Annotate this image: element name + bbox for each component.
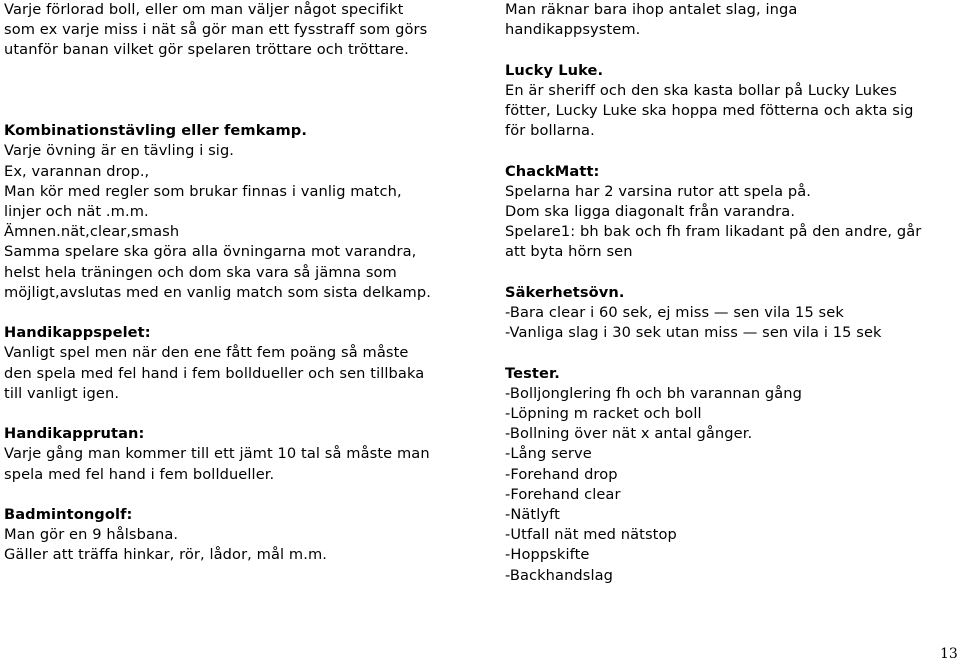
paragraph-line: fötter, Lucky Luke ska hoppa med fötterna och akta sig <box>505 102 914 119</box>
list-item: -Bolljonglering fh och bh varannan gång <box>505 384 803 402</box>
paragraph-line: Varje gång man kommer till ett jämt 10 tal så måste man <box>4 445 430 463</box>
intro-line: som ex varje miss i nät så gör man ett fysstraff som görs <box>4 21 428 39</box>
list-item: -Forehand clear <box>505 485 621 503</box>
paragraph-line: för bollarna. <box>505 122 595 140</box>
paragraph-line: Gäller att träffa hinkar, rör, lådor, mål m.m. <box>4 546 328 564</box>
paragraph-line: Dom ska ligga diagonalt från varandra. <box>505 203 796 220</box>
paragraph-line: Ex, varannan drop., <box>4 162 150 180</box>
left-column <box>4 0 474 566</box>
section-heading-sakerhetsovn: Säkerhetsövn. <box>505 283 625 301</box>
paragraph-line: -Bara clear i 60 sek, ej miss — sen vila 15 sek <box>505 304 844 321</box>
paragraph-line: den spela med fel hand i fem bolldueller och sen tillbaka <box>4 364 425 382</box>
intro-line: Man räknar bara ihop antalet slag, inga <box>505 1 798 18</box>
paragraph-line: Varje övning är en tävling i sig. <box>4 142 235 160</box>
paragraph-line: spela med fel hand i fem bolldueller. <box>4 465 275 483</box>
intro-line: utanför banan vilket gör spelaren tröttare och tröttare. <box>4 41 409 59</box>
list-item: -Forehand drop <box>505 465 618 483</box>
section-heading-lucky-luke: Lucky Luke. <box>505 61 604 79</box>
right-column <box>505 0 957 586</box>
paragraph-line: -Vanliga slag i 30 sek utan miss — sen vila i 15 sek <box>505 324 882 342</box>
list-item: -Lång serve <box>505 445 592 463</box>
paragraph-line: Spelare1: bh bak och fh fram likadant på den andre, går <box>505 223 922 241</box>
section-heading-chackmatt: ChackMatt: <box>505 162 600 180</box>
section-heading-tester: Tester. <box>505 364 560 382</box>
paragraph-line: Samma spelare ska göra alla övningarna mot varandra, <box>4 243 417 261</box>
section-heading-handikappspelet: Handikappspelet: <box>4 324 151 342</box>
paragraph-line: linjer och nät .m.m. <box>4 203 149 221</box>
list-item: -Nätlyft <box>505 506 560 524</box>
paragraph-line: att byta hörn sen <box>505 243 633 261</box>
paragraph-line: Man kör med regler som brukar finnas i vanlig match, <box>4 182 402 200</box>
section-heading-badmintongolf: Badmintongolf: <box>4 506 133 524</box>
paragraph-line: Ämnen.nät,clear,smash <box>4 223 180 241</box>
list-item: -Hoppskifte <box>505 546 590 564</box>
intro-line: Varje förlorad boll, eller om man väljer något specifikt <box>4 1 404 18</box>
list-item: -Utfall nät med nätstop <box>505 526 677 544</box>
paragraph-line: till vanligt igen. <box>4 384 120 402</box>
list-item: -Backhandslag <box>505 566 614 584</box>
paragraph-line: Vanligt spel men när den ene fått fem poäng så måste <box>4 344 409 362</box>
paragraph-line: Spelarna har 2 varsina rutor att spela på. <box>505 182 811 200</box>
list-item: -Bollning över nät x antal gånger. <box>505 425 753 443</box>
list-item: -Löpning m racket och boll <box>505 405 702 422</box>
intro-line: handikappsystem. <box>505 21 641 39</box>
paragraph-line: Man gör en 9 hålsbana. <box>4 526 179 544</box>
paragraph-line: helst hela träningen och dom ska vara så jämna som <box>4 263 397 281</box>
paragraph-line: möjligt,avslutas med en vanlig match som sista delkamp. <box>4 283 431 301</box>
page-number: 13 <box>940 646 958 662</box>
section-heading-handikapprutan: Handikapprutan: <box>4 425 145 443</box>
paragraph-line: En är sheriff och den ska kasta bollar på Lucky Lukes <box>505 81 897 99</box>
section-heading-kombination: Kombinationstävling eller femkamp. <box>4 122 307 140</box>
